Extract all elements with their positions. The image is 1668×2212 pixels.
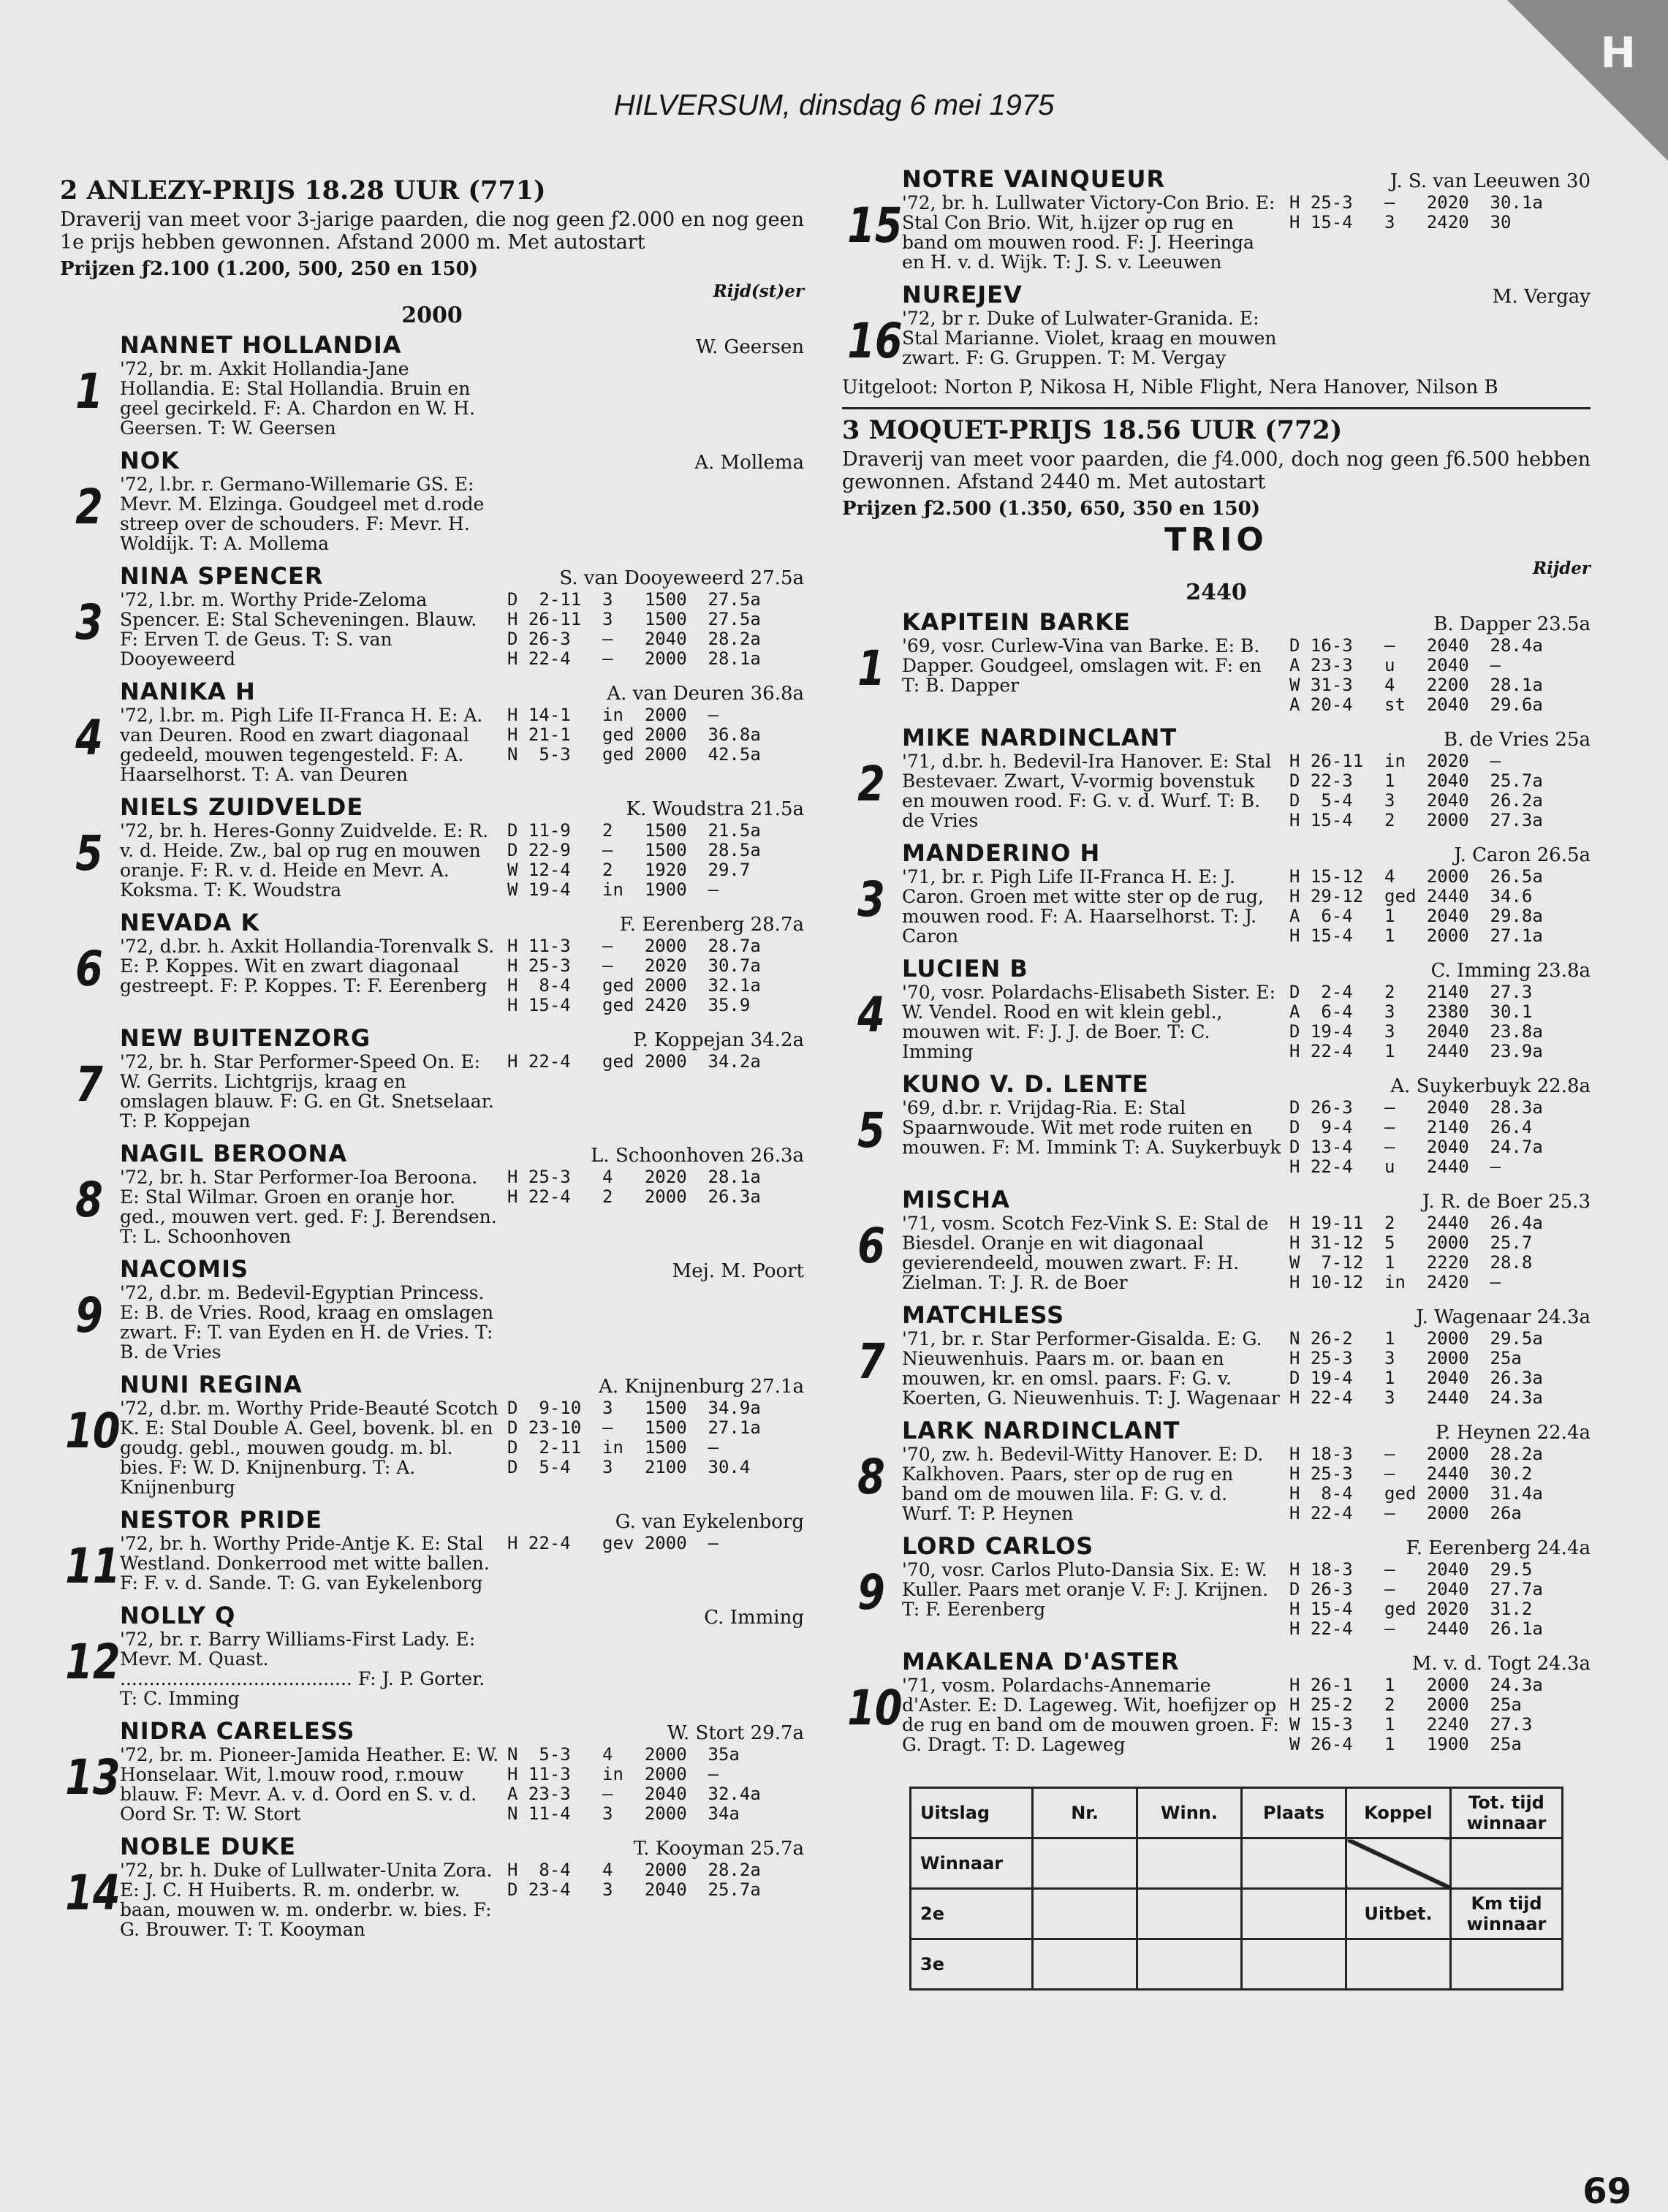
horse-name: NAGIL BEROONA [120,1140,348,1167]
entry [60,1255,804,1362]
horse-description: '72, br. h. Star Performer-Speed On. E: W. Gerrits. Lichtgrijs, kraag en omslagen blauw. F: G. en Gt. Snetselaar. T: P. Koppejan [120,1051,494,1132]
horse-name: NINA SPENCER [120,562,324,590]
rider: Mej. M. Poort [672,1260,804,1282]
results-cell[interactable] [1346,1939,1451,1990]
results-header: Winn. [1137,1788,1242,1838]
race2-rider-header: Rijd(st)er [713,281,804,301]
recent-results: H 14-1 in 2000 — H 21-1 ged 2000 36.8a N 5-3 ged 2000 42.5a [507,705,761,765]
results-km-tijd: Km tijd winnaar [1451,1889,1563,1939]
recent-results: H 18-3 — 2000 28.2a H 25-3 — 2440 30.2 H 8-4 ged 2000 31.4a H 22-4 — 2000 26a [1289,1444,1543,1523]
horse-name: NANIKA H [120,678,256,705]
results-header: Uitslag [911,1788,1033,1838]
horse-description: '72, br. m. Axkit Hollandia-Jane Hollandia. E: Stal Hollandia. Bruin en geel gecirkeld. F: A. Chardon en W. H. Geersen. T: W. Geersen [120,358,475,439]
rider: A. van Deuren 36.8a [607,683,804,705]
race2-prizes: Prijzen ƒ2.100 (1.200, 500, 250 en 150) [60,258,479,280]
results-cell[interactable] [1137,1939,1242,1990]
horse-description: '72, l.br. m. Pigh Life II-Franca H. E: A. van Deuren. Rood en zwart diagonaal gedeeld, mouwen tegengesteld. F: A. Haarselhorst. T: A. van Deuren [120,705,483,785]
recent-results: H 25-3 — 2020 30.1a H 15-4 3 2420 30 [1289,192,1543,232]
horse-name: NACOMIS [120,1255,249,1283]
rider: G. van Eykelenborg [615,1511,804,1533]
recent-results: D 26-3 — 2040 28.3a D 9-4 — 2140 26.4 D 13-4 — 2040 24.7a H 22-4 u 2440 — [1289,1097,1543,1177]
horse-name: MAKALENA D'ASTER [902,1648,1180,1675]
horse-description: '72, br. h. Worthy Pride-Antje K. E: Stal Westland. Donkerrood met witte ballen. F: F. v. d. Sande. T: G. van Eykelenborg [120,1533,490,1594]
entry [60,1371,804,1497]
horse-description: '70, vosr. Carlos Pluto-Dansia Six. E: W. Kuller. Paars met oranje V. F: J. Krijnen. T: F. Eerenberg [902,1559,1269,1620]
horse-description: '70, zw. h. Bedevil-Witty Hanover. E: D. Kalkhoven. Paars, ster op de rug en band om de mouwen lila. F: G. v. d. Wurf. T: P. Heynen [902,1444,1264,1524]
results-cell[interactable] [1033,1939,1137,1990]
entry-number: 13 [65,1749,121,1806]
horse-description: '72, d.br. h. Axkit Hollandia-Torenvalk S. E: P. Koppes. Wit en zwart diagonaal gestreept. F: P. Koppes. T: F. Eerenberg [120,936,495,996]
recent-results [500,474,507,553]
horse-description: '71, vosm. Polardachs-Annemarie d'Aster. E: D. Lageweg. Wit, hoefijzer op de rug en band om de mouwen groen. F: G. Dragt. T: D. Lageweg [902,1675,1279,1755]
recent-results: H 11-3 — 2000 28.7a H 25-3 — 2020 30.7a H 8-4 ged 2000 32.1a H 15-4 ged 2420 35.9 [507,936,761,1015]
race3-prizes: Prijzen ƒ2.500 (1.350, 650, 350 en 150) [842,498,1261,520]
rider: A. Mollema [694,452,804,474]
recent-results: H 22-4 ged 2000 34.2a [507,1051,761,1072]
entry [842,1070,1591,1177]
horse-name: NOBLE DUKE [120,1833,296,1860]
results-cell-slash [1346,1838,1451,1889]
race3-description: Draverij van meet voor paarden, die ƒ4.000, doch nog geen ƒ6.500 hebben gewonnen. Afstand 2440 m. Met autostart [842,448,1591,493]
horse-name: NUNI REGINA [120,1371,303,1398]
entry-number: 2 [857,756,885,812]
rider: J. Caron 26.5a [1454,844,1591,866]
entry [60,909,804,1015]
entry-number: 11 [65,1538,121,1594]
entry [60,1717,804,1824]
entry-number: 12 [65,1634,121,1690]
entry [60,678,804,784]
entry-number: 10 [847,1680,903,1736]
rider: P. Koppejan 34.2a [633,1029,804,1051]
entry [842,608,1591,715]
recent-results: N 26-2 1 2000 29.5a H 25-3 3 2000 25a D 19-4 1 2040 26.3a H 22-4 3 2440 24.3a [1289,1328,1543,1408]
rider: S. van Dooyeweerd 27.5a [559,567,804,589]
recent-results: H 22-4 gev 2000 — [507,1533,719,1553]
results-uitbet: Uitbet. [1346,1889,1451,1939]
entry [60,1140,804,1246]
recent-results [500,1283,507,1362]
race3-rider-header: Rijder [1532,558,1591,578]
results-cell[interactable] [1033,1838,1137,1889]
recent-results [500,1629,507,1708]
entry-number: 9 [857,1564,885,1621]
entry-number: 7 [857,1333,885,1390]
rider: J. Wagenaar 24.3a [1416,1306,1591,1328]
horse-name: NIDRA CARELESS [120,1717,355,1745]
horse-name: KUNO V. D. LENTE [902,1070,1149,1098]
rider: M. Vergay [1492,286,1591,308]
results-cell[interactable] [1451,1838,1563,1889]
rider: C. Imming 23.8a [1430,960,1591,982]
entry-number: 7 [75,1056,103,1113]
recent-results [500,359,507,438]
results-cell[interactable] [1242,1889,1346,1939]
recent-results: H 18-3 — 2040 29.5 D 26-3 — 2040 27.7a H 15-4 ged 2020 31.2 H 22-4 — 2440 26.1a [1289,1559,1543,1639]
horse-description: '72, d.br. m. Bedevil-Egyptian Princess. E: B. de Vries. Rood, kraag en omslagen zwart. F: T. van Eyden en H. de Vries. T: B. de Vries [120,1282,494,1363]
entry-number: 10 [65,1403,121,1459]
entry [842,1186,1591,1292]
right-column [842,165,1591,1991]
page-number: 69 [1582,2171,1631,2212]
race2-distance: 2000 [401,303,463,328]
horse-name: NOK [120,447,180,474]
horse-name: MANDERINO H [902,839,1101,867]
entry [842,1532,1591,1639]
rider: W. Stort 29.7a [667,1722,804,1744]
horse-description: '72, l.br. m. Worthy Pride-Zeloma Spencer. E: Stal Scheveningen. Blauw. F: Erven T. de Geus. T: S. van Dooyeweerd [120,589,477,670]
entry [60,1602,804,1708]
entry [60,1506,804,1593]
rider: J. S. van Leeuwen 30 [1390,170,1591,192]
results-cell[interactable] [1137,1838,1242,1889]
recent-results: N 5-3 4 2000 35a H 11-3 in 2000 — A 23-3 — 2040 32.4a N 11-4 3 2000 34a [507,1744,761,1824]
results-cell[interactable] [1242,1838,1346,1889]
page-header: HILVERSUM, dinsdag 6 mei 1975 [613,89,1055,121]
entry [842,165,1591,272]
entry-number: 3 [75,594,103,651]
entry-number: 1 [75,363,103,420]
recent-results: H 19-11 2 2440 26.4a H 31-12 5 2000 25.7 W 7-12 1 2220 28.8 H 10-12 in 2420 — [1289,1213,1543,1292]
recent-results: H 15-12 4 2000 26.5a H 29-12 ged 2440 34.6 A 6-4 1 2040 29.8a H 15-4 1 2000 27.1a [1289,866,1543,946]
entry-number: 4 [75,710,103,766]
entry [60,793,804,900]
recent-results: D 2-4 2 2140 27.3 A 6-4 3 2380 30.1 D 19-4 3 2040 23.8a H 22-4 1 2440 23.9a [1289,982,1543,1061]
horse-name: NUREJEV [902,281,1023,308]
results-header: Nr. [1033,1788,1137,1838]
rider: K. Woudstra 21.5a [626,798,804,820]
results-cell[interactable] [1137,1889,1242,1939]
horse-name: NESTOR PRIDE [120,1506,322,1534]
entry-number: 5 [857,1102,885,1159]
rider: P. Heynen 22.4a [1435,1422,1591,1444]
horse-name: LARK NARDINCLANT [902,1417,1180,1444]
results-cell[interactable] [1242,1939,1346,1990]
entry [842,1301,1591,1408]
results-header: Plaats [1242,1788,1346,1838]
entry-number: 6 [857,1218,885,1274]
divider [842,407,1591,409]
entry-number: 2 [75,479,103,535]
rider: J. R. de Boer 25.3 [1422,1191,1591,1213]
horse-name: NEVADA K [120,909,260,936]
race3-distance: 2440 [1186,580,1247,605]
rider: F. Eerenberg 24.4a [1406,1537,1591,1559]
entry-number: 15 [847,197,903,254]
horse-description: '69, d.br. r. Vrijdag-Ria. E: Stal Spaarnwoude. Wit met rode ruiten en mouwen. F: M. Immink T: A. Suykerbuyk [902,1097,1281,1158]
entry [60,562,804,669]
corner-letter: H [1600,28,1636,77]
horse-description: '72, br. h. Duke of Lullwater-Unita Zora. E: J. C. H Huiberts. R. m. onderbr. w. baan, mouwen w. m. onderbr. w. bies. F: G. Brouwer. T: T. Kooyman [120,1860,493,1940]
entry [60,331,804,438]
horse-description: '71, br. r. Star Performer-Gisalda. E: G. Nieuwenhuis. Paars m. or. baan en mouwen, kr. en omsl. paars. F: G. v. Koerten, G. Nieuwenhuis. T: J. Wagenaar [902,1328,1280,1409]
rider: A. Knijnenburg 27.1a [599,1376,804,1398]
horse-name: NEW BUITENZORG [120,1024,371,1052]
rider: B. de Vries 25a [1443,729,1591,751]
horse-description: '72, br r. Duke of Lulwater-Granida. E: Stal Marianne. Violet, kraag en mouwen zwart. F: G. Gruppen. T: M. Vergay [902,308,1277,368]
rider: M. v. d. Togt 24.3a [1411,1653,1591,1675]
horse-description: '72, l.br. r. Germano-Willemarie GS. E: Mevr. M. Elzinga. Goudgeel met d.rode streep over de schouders. F: Mevr. H. Woldijk. T: A. Mollema [120,474,485,554]
recent-results: H 8-4 4 2000 28.2a D 23-4 3 2040 25.7a [507,1860,761,1900]
entry [60,1833,804,1939]
horse-name: LUCIEN B [902,955,1028,982]
recent-results: H 26-11 in 2020 — D 22-3 1 2040 25.7a D 5-4 3 2040 26.2a H 15-4 2 2000 27.3a [1289,751,1543,830]
race2-entries-continued [842,165,1591,368]
rider: A. Suykerbuyk 22.8a [1390,1075,1591,1097]
race3-title: 3 MOQUET-PRIJS 18.56 UUR (772) [842,415,1343,445]
horse-name: NOTRE VAINQUEUR [902,165,1166,193]
recent-results: D 2-11 3 1500 27.5a H 26-11 3 1500 27.5a D 26-3 — 2040 28.2a H 22-4 — 2000 28.1a [507,589,761,669]
results-header: Koppel [1346,1788,1451,1838]
entry [60,447,804,553]
results-cell[interactable] [1451,1939,1563,1990]
rider: W. Geersen [695,336,804,358]
entry [842,955,1591,1061]
entry-number: 3 [857,871,885,928]
results-row-label: 3e [911,1939,1033,1990]
entry [60,1024,804,1131]
results-table [909,1787,1563,1991]
entry [842,724,1591,830]
entry-number: 1 [857,640,885,697]
entry [842,1417,1591,1523]
horse-description: '70, vosr. Polardachs-Elisabeth Sister. E: W. Vendel. Rood en wit klein gebl., mouwen wit. F: J. J. de Boer. T: C. Imming [902,982,1276,1062]
entry-number: 8 [857,1449,885,1505]
horse-name: LORD CARLOS [902,1532,1094,1560]
rider: T. Kooyman 25.7a [633,1838,804,1860]
rider: C. Imming [704,1607,804,1629]
entry-number: 8 [75,1172,103,1228]
entry-number: 16 [847,313,903,369]
entry-number: 6 [75,941,103,997]
recent-results [1282,308,1289,368]
horse-name: NOLLY Q [120,1602,236,1629]
entry-number: 5 [75,825,103,882]
horse-description: '72, br. h. Lullwater Victory-Con Brio. E: Stal Con Brio. Wit, h.ijzer op rug en band om mouwen rood. F: J. Heeringa en H. v. d. Wijk. T: J. S. v. Leeuwen [902,192,1275,273]
horse-description: '69, vosr. Curlew-Vina van Barke. E: B. Dapper. Goudgeel, omslagen wit. F: en T: B. Dapper [902,635,1262,696]
rider: B. Dapper 23.5a [1433,613,1591,635]
recent-results: D 9-10 3 1500 34.9a D 23-10 — 1500 27.1a D 2-11 in 1500 — D 5-4 3 2100 30.4 [507,1398,761,1477]
race2-entries [60,331,804,1939]
horse-name: KAPITEIN BARKE [902,608,1131,636]
entry [842,839,1591,946]
rider: F. Eerenberg 28.7a [619,914,804,936]
results-row-label: Winnaar [911,1838,1033,1889]
horse-description: '71, d.br. h. Bedevil-Ira Hanover. E: Stal Bestevaer. Zwart, V-vormig bovenstuk en mouwen rood. F: G. v. d. Wurf. T: B. de Vries [902,751,1272,831]
left-column [60,170,804,1948]
horse-description: '72, br. h. Star Performer-Ioa Beroona. E: Stal Wilmar. Groen en oranje hor. ged., mouwen vert. ged. F: J. Berendsen. T: L. Schoonhoven [120,1167,497,1247]
horse-description: '72, d.br. m. Worthy Pride-Beauté Scotch K. E: Stal Double A. Geel, bovenk. bl. en goudg. gebl., mouwen goudg. m. bl. bies. F: W. D. Knijnenburg. T: A. Knijnenburg [120,1398,498,1498]
horse-description: '71, vosm. Scotch Fez-Vink S. E: Stal de Biesdel. Oranje en wit diagonaal gevierendeeld, mouwen zwart. F: H. Zielman. T: J. R. de Boer [902,1213,1269,1293]
entry [842,281,1591,368]
entry [842,1648,1591,1754]
recent-results: D 16-3 — 2040 28.4a A 23-3 u 2040 — W 31-3 4 2200 28.1a A 20-4 st 2040 29.6a [1289,635,1543,715]
recent-results: H 26-1 1 2000 24.3a H 25-2 2 2000 25a W 15-3 1 2240 27.3 W 26-4 1 1900 25a [1289,1675,1543,1754]
horse-description: '71, br. r. Pigh Life II-Franca H. E: J. Caron. Groen met witte ster op de rug, mouwen rood. F: A. Haarselhorst. T: J. Caron [902,866,1264,947]
horse-name: MATCHLESS [902,1301,1065,1329]
horse-description: '72, br. m. Pioneer-Jamida Heather. E: W. Honselaar. Wit, l.mouw rood, r.mouw blauw. F: Mevr. A. v. d. Oord en S. v. d. Oord Sr. T: W. Stort [120,1744,499,1825]
horse-name: MISCHA [902,1186,1010,1213]
race2-scratched: Uitgeloot: Norton P, Nikosa H, Nible Flight, Nera Hanover, Nilson B [842,376,1498,398]
race2-description: Draverij van meet voor 3-jarige paarden, die nog geen ƒ2.000 en nog geen 1e prijs hebben gewonnen. Afstand 2000 m. Met autostart [60,208,804,254]
entry-number: 14 [65,1865,121,1921]
horse-name: NIELS ZUIDVELDE [120,793,364,821]
rider: L. Schoonhoven 26.3a [591,1145,804,1167]
horse-description: '72, br. r. Barry Williams-First Lady. E: Mevr. M. Quast. ........................................ F: J. P. Gorter. T: C. Imming [120,1629,485,1709]
race3-entries [842,608,1591,1754]
results-header: Tot. tijd winnaar [1451,1788,1563,1838]
race2-title: 2 ANLEZY-PRIJS 18.28 UUR (771) [60,175,546,205]
page-corner-tab [1507,0,1668,161]
recent-results: H 25-3 4 2020 28.1a H 22-4 2 2000 26.3a [507,1167,761,1207]
race3-bet-type: TRIO [1164,521,1268,558]
results-row-label: 2e [911,1889,1033,1939]
entry-number: 4 [857,987,885,1043]
entry-number: 9 [75,1287,103,1344]
horse-name: MIKE NARDINCLANT [902,724,1178,751]
recent-results: D 11-9 2 1500 21.5a D 22-9 — 1500 28.5a W 12-4 2 1920 29.7 W 19-4 in 1900 — [507,820,761,900]
horse-name: NANNET HOLLANDIA [120,331,402,359]
results-cell[interactable] [1033,1889,1137,1939]
horse-description: '72, br. h. Heres-Gonny Zuidvelde. E: R. v. d. Heide. Zw., bal op rug en mouwen oranje. F: R. v. d. Heide en Mevr. A. Koksma. T: K. Woudstra [120,820,489,901]
